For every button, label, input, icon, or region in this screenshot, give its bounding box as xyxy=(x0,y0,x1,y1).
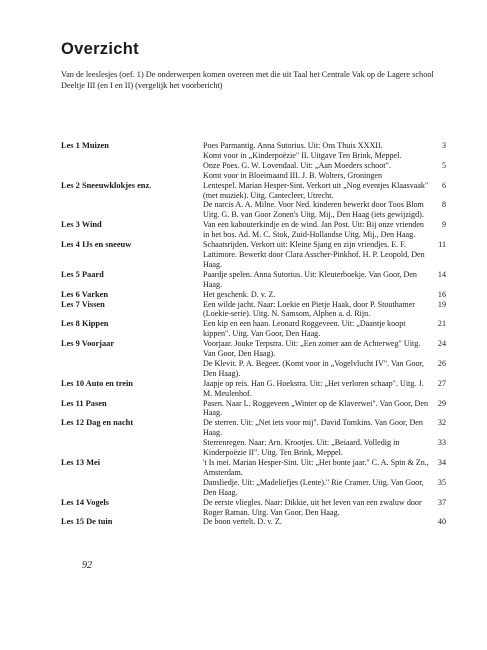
lesson-row xyxy=(61,418,446,458)
lesson-row xyxy=(61,290,446,300)
reading-entry xyxy=(203,161,446,171)
reading-entry xyxy=(203,220,446,240)
lesson-row xyxy=(61,141,446,181)
lesson-entries xyxy=(203,517,446,527)
entry-page-number: 26 xyxy=(437,358,446,368)
entry-page-number: 40 xyxy=(437,517,446,527)
lesson-entries xyxy=(203,270,446,290)
lesson-entries xyxy=(203,379,446,399)
lesson-row xyxy=(61,240,446,270)
lesson-entries xyxy=(203,141,446,181)
lesson-row xyxy=(61,379,446,399)
entry-page-number: 21 xyxy=(437,319,446,329)
entry-text: 't Is mei. Marian Hesper-Sint. Uit: „Het bonte jaar." C. A. Spin & Zn., Amsterdam. xyxy=(203,458,429,477)
lesson-label: Les 2 Sneeuwklokjes enz. xyxy=(61,180,152,190)
reading-entry xyxy=(203,359,446,379)
entry-text: De boon vertelt. D. v. Z. xyxy=(203,517,282,527)
entry-text: De Klevit. P. A. Begeer. (Komt voor in „Vogelvlucht IV". Van Goor, Den Haag). xyxy=(203,358,424,378)
entry-page-number: 35 xyxy=(437,477,446,487)
table-of-contents xyxy=(61,141,446,527)
lesson-entries xyxy=(203,399,446,419)
reading-entry xyxy=(203,478,446,498)
lesson-row xyxy=(61,181,446,221)
lesson-row xyxy=(61,220,446,240)
reading-entry xyxy=(203,399,446,419)
entry-page-number: 9 xyxy=(441,220,446,230)
lesson-row xyxy=(61,498,446,518)
entry-page-number: 6 xyxy=(441,180,446,190)
entry-text: Schaatsrijden. Verkort uit: Kleine Sjang en zijn vriendjes. E. F. Lattimore. Bewerkt door Clara Asscher-Pinkhof. H. P. Leopold, Den Haag. xyxy=(203,240,425,269)
entry-page-number: 37 xyxy=(437,497,446,507)
entry-text: Voorjaar. Jouke Terpstra. Uit: „Een zomer aan de Achterweg" Uitg. Van Goor, Den Haag). xyxy=(203,339,421,359)
lesson-entries xyxy=(203,498,446,518)
reading-entry xyxy=(203,438,446,458)
reading-entry xyxy=(203,458,446,478)
lesson-label: Les 15 De tuin xyxy=(61,517,113,527)
entry-page-number: 3 xyxy=(441,141,446,150)
reading-entry xyxy=(203,300,446,320)
lesson-entries xyxy=(203,240,446,270)
entry-page-number: 24 xyxy=(437,339,446,349)
entry-text: Paardje spelen. Anna Sutorius. Uit: Kleuterboekje. Van Goor, Den Haag. xyxy=(203,269,417,289)
entry-page-number: 11 xyxy=(438,240,446,250)
reading-entry xyxy=(203,498,446,518)
reading-entry xyxy=(203,379,446,399)
lesson-entries xyxy=(203,319,446,339)
entry-text: Pasen. Naar L. Roggeveen „Winter op de Klaverwei". Van Goor, Den Haag. xyxy=(203,398,429,418)
reading-entry xyxy=(203,171,446,181)
lesson-label: Les 3 Wind xyxy=(61,220,102,230)
entry-text: Jaapje op reis. Han G. Hoekstra. Uit: „Het verloren schaap". Uitg. J. M. Meulenhof. xyxy=(203,378,424,398)
lesson-label: Les 8 Kippen xyxy=(61,319,109,329)
entry-page-number: 32 xyxy=(437,418,446,428)
entry-text: De narcis A. A. Milne. Voor Ned. kinderen bewerkt door Toos Blom Uitg. G. B. van Goor Zonen's Uitg. Mij., Den Haag (iets gewijzigd). xyxy=(203,200,424,220)
entry-page-number: 14 xyxy=(437,269,446,279)
entry-text: Komt voor in Bloeimaand III. J. B. Wolters, Groningen xyxy=(203,170,383,180)
entry-text: Poes Parmantig. Anna Sutorius. Uit: Ons Thuis XXXII. xyxy=(203,141,383,150)
entry-page-number: 16 xyxy=(437,289,446,299)
entry-text: Van een kabouterkindje en de wind. Jan Post. Uit: Bij onze vrienden in het bos. Ad. M. C. Stok, Zuid-Hollandse Uitg. Mij., Den Haag. xyxy=(203,220,424,240)
lesson-label: Les 11 Pasen xyxy=(61,398,107,408)
entry-text: Een wilde jacht. Naar: Loekie en Pietje Haak, door P. Stouthamer (Loekie-serie). Uitg. N. Samsom, Alphen a. d. Rijn. xyxy=(203,299,415,319)
page-number: 92 xyxy=(82,560,92,571)
reading-entry xyxy=(203,181,446,201)
lesson-label: Les 14 Vogels xyxy=(61,497,109,507)
lesson-row xyxy=(61,458,446,498)
lesson-label: Les 5 Paard xyxy=(61,269,104,279)
lesson-label: Les 10 Auto en trein xyxy=(61,378,133,388)
entry-page-number: 29 xyxy=(437,398,446,408)
entry-page-number: 5 xyxy=(441,160,446,170)
lesson-row xyxy=(61,399,446,419)
page-title: Overzicht xyxy=(61,40,139,58)
reading-entry xyxy=(203,517,446,527)
intro-paragraph: Van de leeslesjes (oef. 1) De onderwerpen komen overeen met die uit Taal het Centrale Vak op de Lagere school Deeltje III (en I en II) (vergelijk het voorbericht) xyxy=(61,70,434,90)
lesson-label: Les 9 Voorjaar xyxy=(61,339,115,349)
lesson-row xyxy=(61,339,446,379)
reading-entry xyxy=(203,200,446,220)
reading-entry xyxy=(203,151,446,161)
lesson-entries xyxy=(203,458,446,498)
reading-entry xyxy=(203,319,446,339)
entry-text: De eerste vliegles. Naar: Dikkie, uit het leven van een zwaluw door Roger Raman. Uitg. Van Goor, Den Haag. xyxy=(203,497,422,517)
lesson-label: Les 13 Mei xyxy=(61,458,101,467)
lesson-entries xyxy=(203,300,446,320)
entry-page-number: 34 xyxy=(437,458,446,467)
lesson-label: Les 12 Dag en nacht xyxy=(61,418,134,428)
entry-page-number: 8 xyxy=(441,200,446,210)
lesson-label: Les 7 Vissen xyxy=(61,299,105,309)
reading-entry xyxy=(203,270,446,290)
entry-text: Lentespel. Marian Hesper-Sint. Verkort uit „Nog eventjes Klaasvaak" (met muziek). Uitg. Cantecleer, Utrecht. xyxy=(203,180,429,200)
lesson-label: Les 6 Varken xyxy=(61,289,109,299)
lesson-entries xyxy=(203,290,446,300)
lesson-entries xyxy=(203,181,446,221)
entry-text: Een kip en een haan. Leonard Roggeveen. Uit: „Daantje koopt kippen". Uitg. Van Goor, Den Haag. xyxy=(203,319,406,339)
reading-entry xyxy=(203,418,446,438)
reading-entry xyxy=(203,290,446,300)
reading-entry xyxy=(203,141,446,151)
lesson-row xyxy=(61,270,446,290)
entry-page-number: 27 xyxy=(437,378,446,388)
reading-entry xyxy=(203,240,446,270)
entry-page-number: 33 xyxy=(437,438,446,448)
lesson-label: Les 4 IJs en sneeuw xyxy=(61,240,132,250)
reading-entry xyxy=(203,339,446,359)
lesson-label: Les 1 Muizen xyxy=(61,141,109,150)
lesson-row xyxy=(61,517,446,527)
lesson-row xyxy=(61,319,446,339)
entry-text: Onze Poes. G. W. Lovendaal. Uit: „Aan Moeders schoot". xyxy=(203,160,391,170)
entry-text: Het geschenk. D. v. Z. xyxy=(203,289,276,299)
entry-text: Komt voor in „Kinderpoëzie" II. Uitgave Ten Brink, Meppel. xyxy=(203,150,402,160)
entry-page-number: 19 xyxy=(437,299,446,309)
lesson-entries xyxy=(203,418,446,458)
lesson-row xyxy=(61,300,446,320)
entry-text: Dansliedje. Uit: „Madeliefjes (Lente)." Rie Cramer. Uitg. Van Goor, Den Haag. xyxy=(203,477,424,497)
entry-text: Sterrenregen. Naar: Arn. Krootjes. Uit: „Beiaard. Volledig in Kinderpoëzie II". Uitg. Ten Brink, Meppel. xyxy=(203,438,400,458)
entry-text: De sterren. Uit: „Net iets voor mij". David Tomkins. Van Goor, Den Haag. xyxy=(203,418,423,438)
lesson-entries xyxy=(203,339,446,379)
lesson-entries xyxy=(203,220,446,240)
